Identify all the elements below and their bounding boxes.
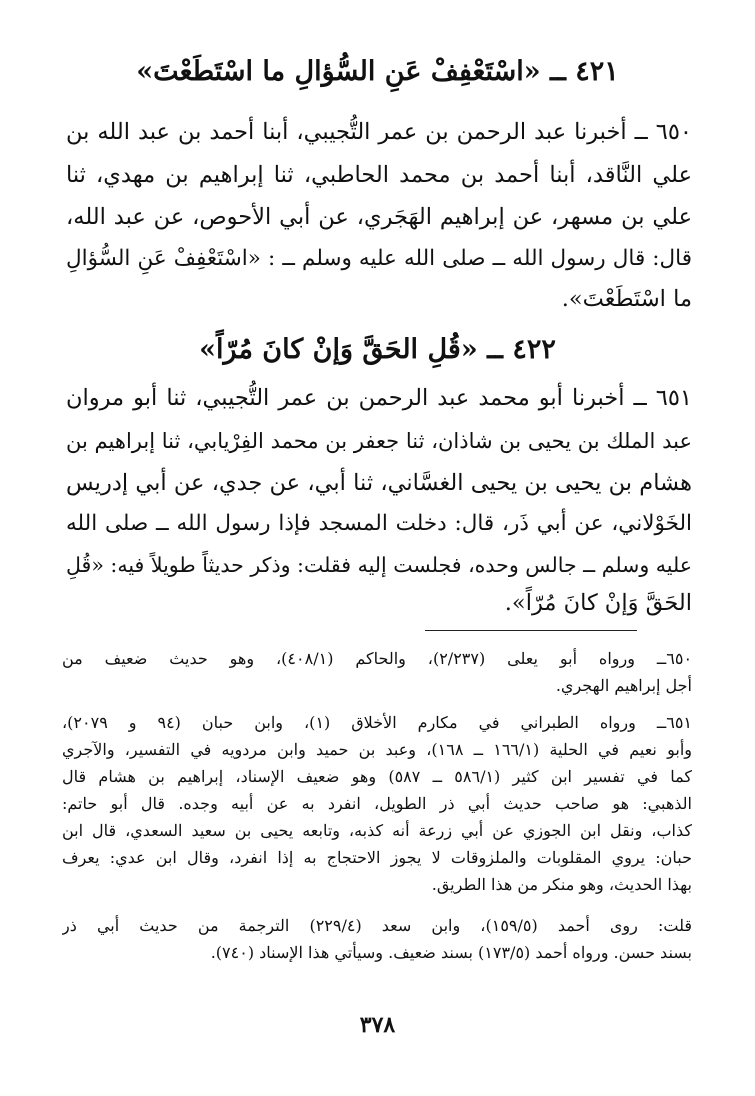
- footnote-651-line-2: وأبو نعيم في الحلية (١٦٦/١ ــ ١٦٨)، وعبد بن حميد وابن مردويه في التفسير، والآجري: [62, 740, 692, 759]
- hadith-651-line-5: عليه وسلم ــ جالس وحده، فجلست إليه فقلت: وذكر حديثاً طويلاً فيه: «قُلِ: [66, 553, 692, 577]
- footnote-651-line-1: ٦٥١ــ ورواه الطبراني في مكارم الأخلاق (١)، وابن حبان (٩٤ و ٢٠٧٩)،: [62, 713, 692, 732]
- footnote-note-line-2: بسند حسن. ورواه أحمد (١٧٣/٥) بسند ضعيف. وسيأتي هذا الإسناد (٧٤٠).: [210, 943, 692, 962]
- hadith-650-line-4: قال: قال رسول الله ــ صلى الله عليه وسلم ــ : «اسْتَعْفِفْ عَنِ السُّؤالِ: [66, 246, 692, 271]
- footnote-651-line-5: كذاب، ونقل ابن الجوزي عن أبي زرعة أنه كذبه، وتابعه يحيى بن سعيد السعدي، قال ابن: [62, 821, 692, 840]
- hadith-650-line-3: علي بن مسهر، عن إبراهيم الهَجَري، عن أبي الأحوص، عن عبد الله،: [66, 204, 692, 230]
- hadith-651-line-2: عبد الملك بن يحيى بن شاذان، ثنا جعفر بن محمد الفِرْيابي، ثنا إبراهيم بن: [66, 429, 692, 453]
- footnote-650-line-2: أجل إبراهيم الهجري.: [555, 676, 692, 695]
- footnote-650-line-1: ٦٥٠ــ ورواه أبو يعلى (٢/٢٣٧)، والحاكم (٤٠٨/١)، وهو حديث ضعيف من: [62, 649, 692, 668]
- footnote-651-line-7: بهذا الحديث، وهو منكر من هذا الطريق.: [431, 875, 692, 894]
- hadith-651-line-3: هشام بن يحيى بن يحيى الغسَّاني، ثنا أبي، عن جدي، عن أبي إدريس: [66, 470, 692, 496]
- hadith-650-line-2: علي النَّاقد، أبنا أحمد بن محمد الحاطبي، ثنا إبراهيم بن مهدي، ثنا: [66, 162, 692, 188]
- hadith-651-line-4: الخَوْلاني، عن أبي ذَر، قال: دخلت المسجد فإذا رسول الله ــ صلى الله: [66, 511, 692, 536]
- hadith-650-line-1: ٦٥٠ ــ أخبرنا عبد الرحمن بن عمر التُّجيبي، أبنا أحمد بن عبد الله بن: [66, 119, 692, 145]
- hadith-651-line-1: ٦٥١ ــ أخبرنا أبو محمد عبد الرحمن بن عمر التُّجيبي، ثنا أبو مروان: [66, 385, 692, 411]
- chapter-heading-422: ٤٢٢ ــ «قُلِ الحَقَّ وَإنْ كانَ مُرّاً»: [199, 334, 556, 365]
- page-number: ٣٧٨: [359, 1012, 396, 1038]
- footnote-note-line-1: قلت: روى أحمد (١٥٩/٥)، وابن سعد (٢٢٩/٤) الترجمة من حديث أبي ذر: [62, 916, 692, 935]
- footnote-651-line-6: حبان: يروي المقلوبات والملزوقات لا يجوز الاحتجاج به إذا انفرد، وقال ابن عدي: يعرف: [62, 848, 692, 867]
- footnote-651-line-3: كما في تفسير ابن كثير (٥٨٦/١ ــ ٥٨٧) وهو ضعيف الإسناد، إبراهيم بن هشام قال: [62, 767, 692, 786]
- hadith-650-line-5: ما اسْتَطَعْتَ».: [561, 286, 692, 312]
- chapter-heading-421: ٤٢١ ــ «اسْتَعْفِفْ عَنِ السُّؤالِ ما اسْتَطَعْتَ»: [136, 56, 619, 87]
- hadith-651-line-6: الحَقَّ وَإنْ كانَ مُرّاً».: [504, 590, 692, 616]
- footnote-separator: [425, 630, 637, 631]
- footnote-651-line-4: الذهبي: هو صاحب حديث أبي ذر الطويل، انفرد به عن أبيه وجده. قال أبو حاتم:: [62, 794, 692, 813]
